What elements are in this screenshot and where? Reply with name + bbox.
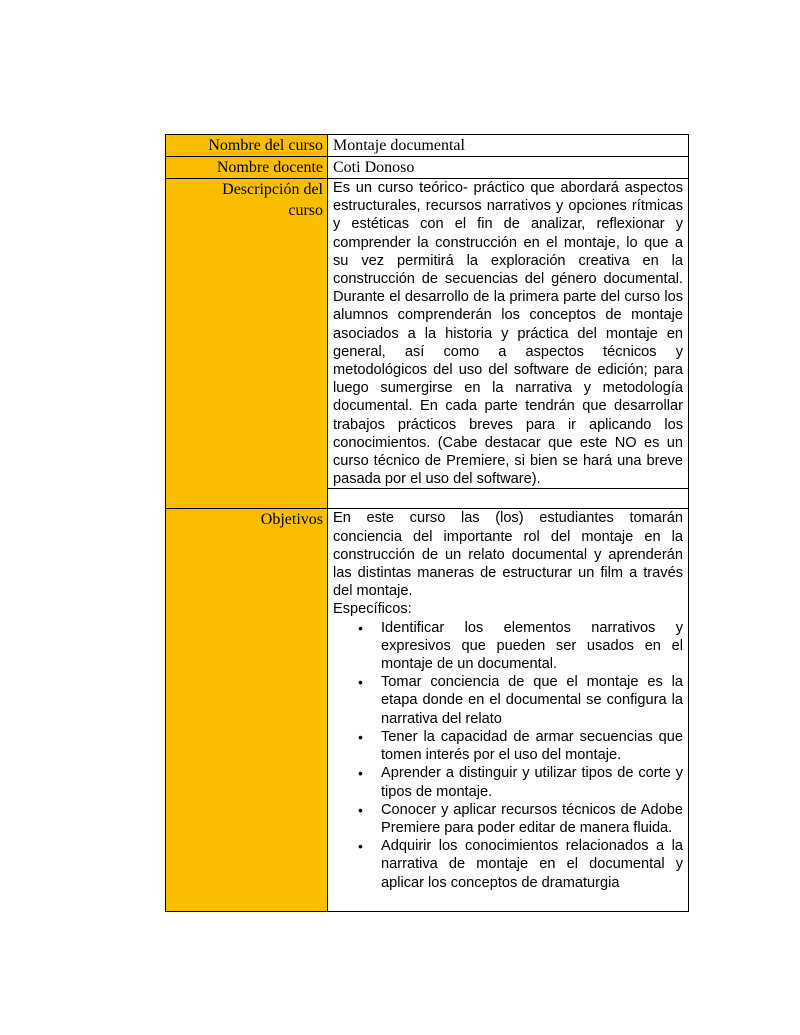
specific-label: Específicos: bbox=[333, 601, 412, 618]
list-item: • Conocer y aplicar recursos técnicos de Adobe Premiere para poder editar de manera fluida. bbox=[381, 801, 683, 837]
list-item: • Adquirir los conocimientos relacionados a la narrativa de montaje en el documental y aplicar los conceptos de dramaturgia bbox=[381, 837, 683, 892]
course-name-row bbox=[166, 135, 689, 157]
course-name-value: Montaje documental bbox=[328, 135, 689, 157]
description-text: Es un curso teórico- práctico que abordará aspectos estructurales, recursos narrativos y opciones rítmicas y estéticas con el fin de analizar, reflexionar y comprender la construcción en el montaje, lo que a su vez permitirá la exploración creativa en la construcción de secuencias del género documental. Durante el desarrollo de la primera parte del curso los alumnos comprenderán los conceptos de montaje asociados a la historia y práctica del montaje en general, así como a aspectos técnicos y metodológicos del uso del software de edición; para luego sumergirse en la narrativa y metodología documental. En cada parte tendrán que desarrollar trabajos prácticos breves para ir aplicando los conocimientos. (Cabe destacar que este NO es un curso técnico de Premiere, si bien se hará una breve pasada por el uso del software). bbox=[333, 180, 683, 488]
objectives-label: Objetivos bbox=[166, 509, 328, 912]
objectives-row bbox=[166, 509, 689, 912]
course-name-label: Nombre del curso bbox=[166, 135, 328, 157]
list-item: • Identificar los elementos narrativos y expresivos que pueden ser usados en el montaje de un documental. bbox=[381, 619, 683, 674]
description-row bbox=[166, 179, 689, 489]
empty-cell bbox=[328, 489, 689, 509]
objectives-cell bbox=[328, 509, 689, 912]
teacher-row bbox=[166, 157, 689, 179]
teacher-label: Nombre docente bbox=[166, 157, 328, 179]
description-label bbox=[166, 179, 328, 509]
specific-objectives-list bbox=[333, 619, 683, 892]
teacher-value: Coti Donoso bbox=[328, 157, 689, 179]
description-cell bbox=[328, 179, 689, 489]
list-item: • Tomar conciencia de que el montaje es la etapa donde en el documental se configura la narrativa del relato bbox=[381, 673, 683, 728]
list-item: • Tener la capacidad de armar secuencias que tomen interés por el uso del montaje. bbox=[381, 728, 683, 764]
objectives-intro: En este curso las (los) estudiantes tomarán conciencia del importante rol del montaje en la construcción de un relato documental y aprenderán las distintas maneras de estructurar un film a través del montaje. bbox=[333, 510, 683, 600]
list-item: • Aprender a distinguir y utilizar tipos de corte y tipos de montaje. bbox=[381, 764, 683, 800]
course-info-table bbox=[165, 134, 689, 912]
description-label-text: Descripción del curso bbox=[222, 181, 323, 219]
